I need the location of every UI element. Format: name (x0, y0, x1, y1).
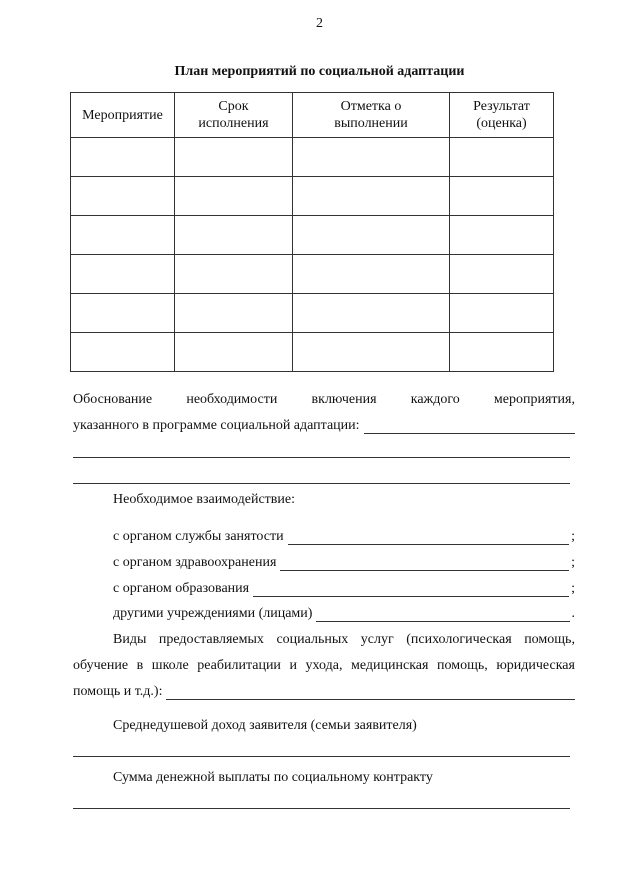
health-blank[interactable] (280, 558, 569, 571)
table-cell[interactable] (293, 333, 450, 372)
table-cell[interactable] (175, 216, 293, 255)
table-row (71, 255, 554, 294)
table-cell[interactable] (71, 177, 175, 216)
table-cell[interactable] (175, 333, 293, 372)
table-header-row (71, 93, 554, 138)
table-cell[interactable] (450, 333, 554, 372)
services-line-1: Виды предоставляемых социальных услуг (психологическая помощь, (113, 632, 575, 647)
table-cell[interactable] (71, 294, 175, 333)
justification-blank-line-1[interactable] (73, 457, 570, 458)
interaction-education: с органом образования ; (113, 581, 575, 596)
table-row (71, 294, 554, 333)
page-title: План мероприятий по социальной адаптации (174, 64, 465, 79)
table-cell[interactable] (293, 138, 450, 177)
table-cell[interactable] (450, 255, 554, 294)
table-cell[interactable] (175, 294, 293, 333)
interaction-other: другими учреждениями (лицами) . (113, 606, 575, 621)
table-cell[interactable] (71, 255, 175, 294)
table-cell[interactable] (450, 177, 554, 216)
payment-blank-line[interactable] (73, 808, 570, 809)
table-cell[interactable] (450, 216, 554, 255)
table-cell[interactable] (293, 255, 450, 294)
justification-line-2: указанного в программе социальной адаптации: (73, 418, 575, 434)
table-cell[interactable] (293, 177, 450, 216)
table-cell[interactable] (450, 138, 554, 177)
header-result: Результат (оценка) (450, 93, 554, 138)
table-cell[interactable] (71, 138, 175, 177)
services-line-3: помощь и т.д.): (73, 684, 575, 700)
services-line-2: обучение в школе реабилитации и ухода, медицинская помощь, юридическая (73, 658, 575, 673)
adaptation-plan-table (70, 92, 554, 372)
table-cell[interactable] (293, 216, 450, 255)
table-cell[interactable] (175, 177, 293, 216)
interaction-health: с органом здравоохранения ; (113, 555, 575, 570)
table-cell[interactable] (71, 333, 175, 372)
interaction-employment: с органом службы занятости ; (113, 529, 575, 544)
table-cell[interactable] (175, 138, 293, 177)
education-blank[interactable] (253, 584, 569, 597)
page-number: 2 (316, 16, 323, 31)
table-cell[interactable] (71, 216, 175, 255)
table-cell[interactable] (450, 294, 554, 333)
table-cell[interactable] (293, 294, 450, 333)
header-deadline: Срок исполнения (175, 93, 293, 138)
other-institutions-blank[interactable] (316, 609, 569, 622)
table-row (71, 333, 554, 372)
table-row (71, 216, 554, 255)
employment-blank[interactable] (288, 532, 570, 545)
table-row (71, 138, 554, 177)
justification-line-1: Обоснование необходимости включения каждого мероприятия, (73, 392, 575, 407)
table-row (71, 177, 554, 216)
services-blank[interactable] (166, 687, 575, 700)
table-cell[interactable] (175, 255, 293, 294)
payment-label: Сумма денежной выплаты по социальному контракту (113, 770, 433, 785)
income-label: Среднедушевой доход заявителя (семьи заявителя) (113, 718, 417, 733)
income-blank-line[interactable] (73, 756, 570, 757)
justification-blank-line-2[interactable] (73, 483, 570, 484)
header-activity: Мероприятие (71, 93, 175, 138)
header-completion-mark: Отметка о выполнении (293, 93, 450, 138)
justification-blank[interactable] (364, 421, 575, 434)
interaction-heading: Необходимое взаимодействие: (113, 492, 296, 507)
